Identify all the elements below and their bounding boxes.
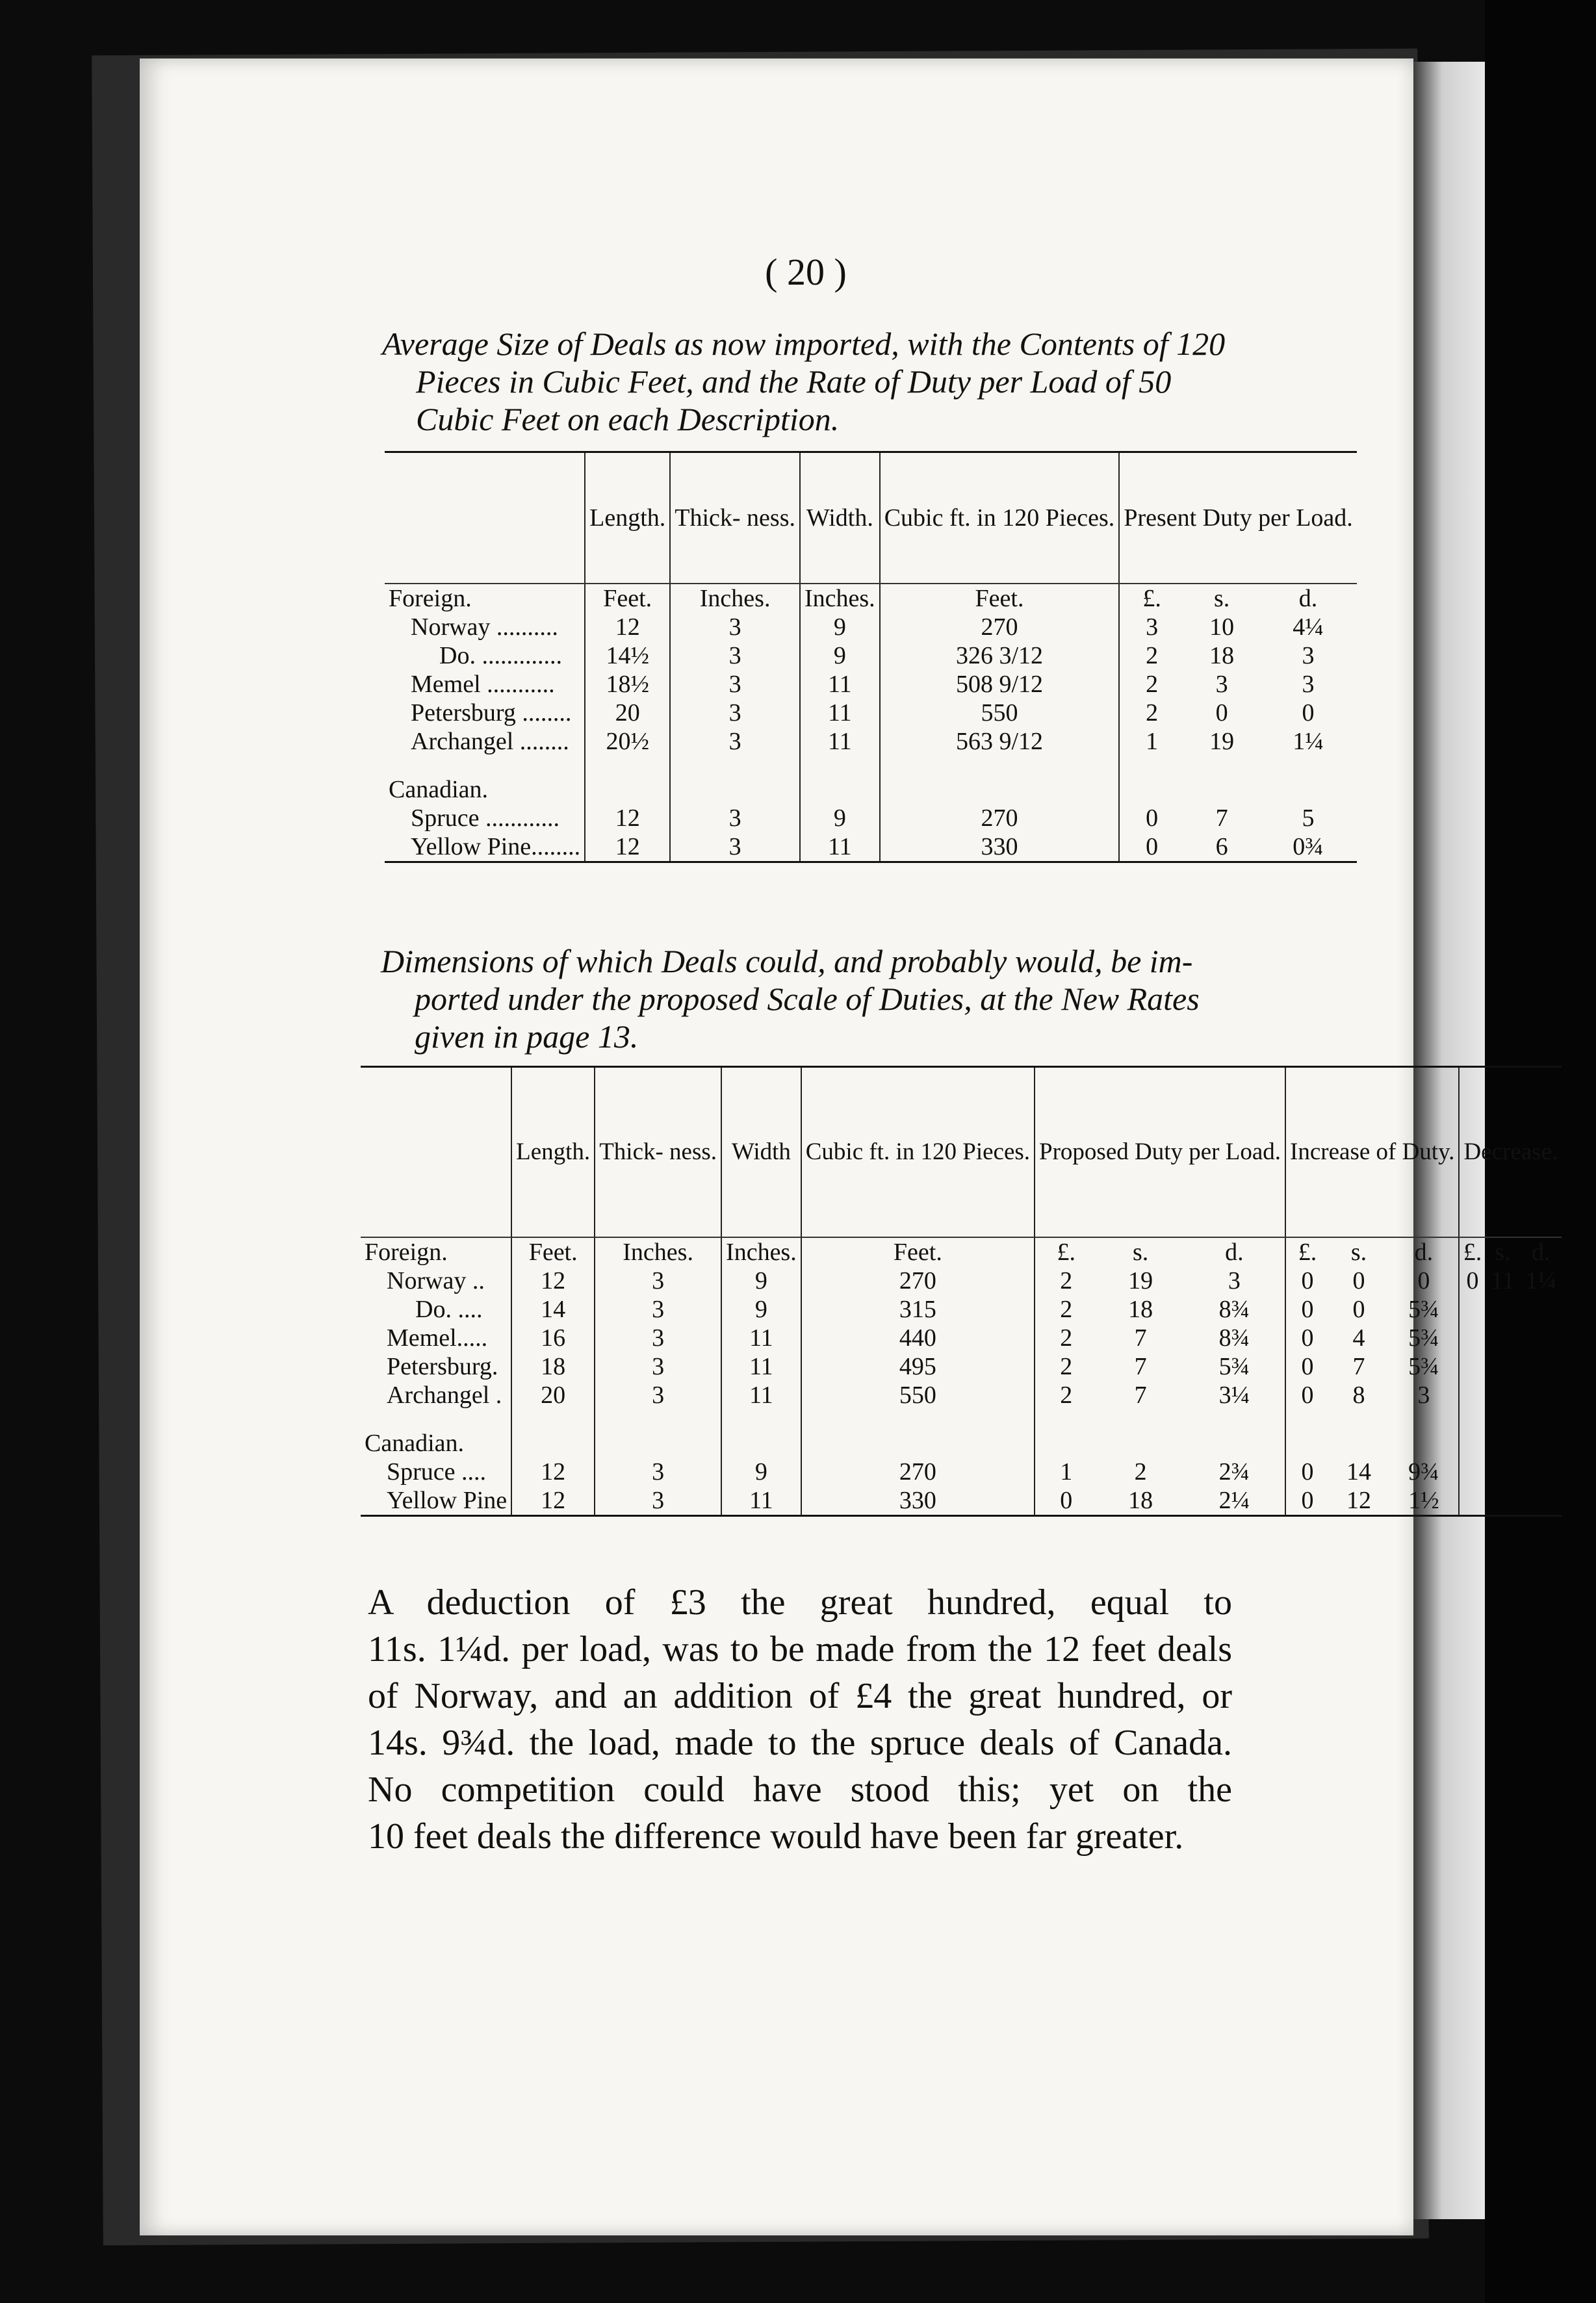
increase-shillings: 4 bbox=[1352, 1324, 1365, 1352]
table-row bbox=[385, 832, 1357, 862]
width-value: 9 bbox=[800, 804, 880, 832]
width-value: 11 bbox=[721, 1324, 801, 1352]
caption-line: Average Size of Deals as now imported, with the Contents of 120 bbox=[382, 326, 1226, 362]
spacer-cell bbox=[1259, 756, 1357, 775]
width-value: 11 bbox=[800, 670, 880, 699]
spacer-cell bbox=[880, 756, 1120, 775]
thickness-value: 3 bbox=[595, 1486, 721, 1516]
average-size-table bbox=[385, 451, 1357, 863]
cubic-value: 563 9/12 bbox=[880, 727, 1120, 756]
group-filler bbox=[1459, 1429, 1485, 1458]
unit-label: Feet. bbox=[511, 1237, 595, 1267]
spacer-cell bbox=[1184, 756, 1259, 775]
paragraph-line: 11s. 1¼d. per load, was to be made from the 12 feet deals bbox=[368, 1629, 1232, 1669]
decrease-pence bbox=[1520, 1324, 1562, 1352]
spacer-cell bbox=[1285, 1409, 1329, 1429]
increase-pounds: 0 bbox=[1285, 1352, 1329, 1381]
spacer-cell bbox=[385, 756, 585, 775]
spacer-cell bbox=[670, 756, 800, 775]
paragraph-line: of Norway, and an addition of £4 the great hundred, or bbox=[368, 1676, 1232, 1716]
increase-shillings: 12 bbox=[1346, 1487, 1372, 1514]
unit-label: £. bbox=[1459, 1237, 1485, 1267]
cubic-value: 330 bbox=[880, 832, 1120, 862]
header-thickness: Thick- ness. bbox=[595, 1067, 721, 1238]
group-heading: Foreign. bbox=[389, 585, 472, 612]
increase-shillings: 14 bbox=[1346, 1458, 1372, 1486]
proposed-pounds: 2 bbox=[1035, 1295, 1098, 1324]
spacer-cell bbox=[585, 756, 670, 775]
cubic-value: 330 bbox=[801, 1486, 1035, 1516]
table-row bbox=[361, 1486, 1562, 1516]
header-decrease: Decrease. bbox=[1459, 1067, 1562, 1238]
row-label: Spruce .... bbox=[387, 1458, 487, 1486]
decrease-pounds bbox=[1459, 1324, 1485, 1352]
duty-pounds: 1 bbox=[1119, 727, 1184, 756]
length-value: 20½ bbox=[585, 727, 670, 756]
cubic-value: 270 bbox=[880, 804, 1120, 832]
width-value: 11 bbox=[800, 832, 880, 862]
table-row bbox=[361, 1352, 1562, 1381]
thickness-value: 3 bbox=[670, 699, 800, 727]
length-value: 18½ bbox=[585, 670, 670, 699]
caption-line: given in page 13. bbox=[415, 1018, 639, 1055]
duty-shillings: 7 bbox=[1215, 804, 1228, 832]
duty-shillings: 19 bbox=[1209, 728, 1235, 755]
unit-label: d. bbox=[1225, 1239, 1244, 1266]
cubic-value: 508 9/12 bbox=[880, 670, 1120, 699]
spacer-cell bbox=[1486, 1409, 1521, 1429]
table-row bbox=[385, 804, 1357, 832]
units-row bbox=[361, 1237, 1562, 1267]
duty-pounds: 2 bbox=[1119, 670, 1184, 699]
row-label: Yellow Pine bbox=[387, 1487, 508, 1514]
group-filler bbox=[800, 775, 880, 804]
increase-pounds: 0 bbox=[1285, 1381, 1329, 1409]
caption-line: Pieces in Cubic Feet, and the Rate of Duty per Load of 50 bbox=[416, 363, 1172, 400]
header-width: Width. bbox=[800, 452, 880, 584]
duty-pence: 3 bbox=[1302, 642, 1315, 669]
length-value: 20 bbox=[585, 699, 670, 727]
decrease-pence bbox=[1520, 1486, 1562, 1516]
header-present-duty: Present Duty per Load. bbox=[1119, 452, 1356, 584]
caption-line: Cubic Feet on each Description. bbox=[416, 401, 840, 437]
unit-label: s. bbox=[1213, 585, 1230, 612]
header-proposed-duty: Proposed Duty per Load. bbox=[1035, 1067, 1285, 1238]
paragraph-line: No competition could have stood this; yet on the bbox=[368, 1769, 1232, 1810]
unit-label: s. bbox=[1133, 1239, 1149, 1266]
decrease-pounds bbox=[1459, 1381, 1485, 1409]
spacer-cell bbox=[1098, 1409, 1184, 1429]
length-value: 12 bbox=[585, 832, 670, 862]
table-row bbox=[385, 699, 1357, 727]
thickness-value: 3 bbox=[595, 1352, 721, 1381]
length-value: 18 bbox=[511, 1352, 595, 1381]
thickness-value: 3 bbox=[670, 832, 800, 862]
thickness-value: 3 bbox=[595, 1267, 721, 1295]
decrease-pounds bbox=[1459, 1486, 1485, 1516]
decrease-shillings: 11 bbox=[1491, 1267, 1515, 1294]
width-value: 11 bbox=[800, 727, 880, 756]
duty-shillings: 0 bbox=[1215, 699, 1228, 727]
length-value: 14½ bbox=[585, 641, 670, 670]
cubic-value: 270 bbox=[801, 1267, 1035, 1295]
cubic-value: 315 bbox=[801, 1295, 1035, 1324]
table2-caption bbox=[381, 942, 1252, 1055]
length-value: 12 bbox=[585, 613, 670, 641]
table-row bbox=[361, 1267, 1562, 1295]
length-value: 12 bbox=[585, 804, 670, 832]
proposed-pence: 2¼ bbox=[1218, 1487, 1250, 1514]
table1-caption bbox=[382, 325, 1253, 438]
group-row bbox=[361, 1429, 1562, 1458]
length-value: 16 bbox=[511, 1324, 595, 1352]
group-heading: Canadian. bbox=[365, 1430, 465, 1457]
row-label: Archangel . bbox=[387, 1382, 502, 1409]
group-filler bbox=[1184, 1429, 1285, 1458]
decrease-shillings bbox=[1486, 1295, 1521, 1324]
table-row bbox=[385, 727, 1357, 756]
spacer-cell bbox=[721, 1409, 801, 1429]
proposed-shillings: 7 bbox=[1134, 1353, 1147, 1380]
duty-pounds: 0 bbox=[1119, 832, 1184, 862]
spacer-row bbox=[361, 1409, 1562, 1429]
row-label: Spruce ............ bbox=[411, 804, 560, 832]
decrease-pounds bbox=[1459, 1458, 1485, 1486]
unit-label: Feet. bbox=[801, 1237, 1035, 1267]
duty-pence: 5 bbox=[1302, 804, 1315, 832]
decrease-shillings bbox=[1486, 1352, 1521, 1381]
width-value: 9 bbox=[721, 1267, 801, 1295]
cubic-value: 550 bbox=[880, 699, 1120, 727]
duty-pounds: 2 bbox=[1119, 699, 1184, 727]
unit-label: £. bbox=[1285, 1237, 1329, 1267]
proposed-pounds: 2 bbox=[1035, 1352, 1098, 1381]
row-label: Archangel ........ bbox=[411, 728, 569, 755]
unit-label: Inches. bbox=[670, 584, 800, 613]
unit-label: d. bbox=[1414, 1239, 1434, 1266]
spacer-cell bbox=[1119, 756, 1184, 775]
group-filler bbox=[1035, 1429, 1098, 1458]
increase-pence: 5¾ bbox=[1408, 1324, 1439, 1352]
thickness-value: 3 bbox=[595, 1324, 721, 1352]
paragraph-line: 14s. 9¾d. the load, made to the spruce deals of Canada. bbox=[368, 1723, 1232, 1763]
spacer-cell bbox=[361, 1409, 511, 1429]
header-cubic-feet: Cubic ft. in 120 Pieces. bbox=[880, 452, 1120, 584]
row-label: Do. ............. bbox=[439, 642, 562, 669]
spacer-cell bbox=[1520, 1409, 1562, 1429]
group-filler bbox=[511, 1429, 595, 1458]
proposed-pounds: 2 bbox=[1035, 1324, 1098, 1352]
group-filler bbox=[1098, 1429, 1184, 1458]
header-thickness: Thick- ness. bbox=[670, 452, 800, 584]
group-filler bbox=[801, 1429, 1035, 1458]
proposed-pence: 2¾ bbox=[1218, 1458, 1250, 1486]
increase-pence: 9¾ bbox=[1408, 1458, 1439, 1486]
length-value: 12 bbox=[511, 1486, 595, 1516]
unit-label: Feet. bbox=[585, 584, 670, 613]
width-value: 11 bbox=[721, 1486, 801, 1516]
unit-label: £. bbox=[1119, 584, 1184, 613]
proposed-shillings: 7 bbox=[1134, 1324, 1147, 1352]
proposed-shillings: 18 bbox=[1128, 1296, 1153, 1323]
unit-label: Inches. bbox=[721, 1237, 801, 1267]
spacer-row bbox=[385, 756, 1357, 775]
thickness-value: 3 bbox=[670, 613, 800, 641]
unit-label: £. bbox=[1035, 1237, 1098, 1267]
unit-label: s. bbox=[1495, 1239, 1511, 1266]
header-length: Length. bbox=[511, 1067, 595, 1238]
decrease-shillings bbox=[1486, 1324, 1521, 1352]
row-label: Memel..... bbox=[387, 1324, 488, 1352]
proposed-shillings: 2 bbox=[1134, 1458, 1147, 1486]
group-filler bbox=[670, 775, 800, 804]
group-row bbox=[385, 775, 1357, 804]
width-value: 11 bbox=[721, 1381, 801, 1409]
thickness-value: 3 bbox=[595, 1458, 721, 1486]
table-row bbox=[361, 1458, 1562, 1486]
proposed-dimensions-table bbox=[361, 1066, 1562, 1517]
table-row bbox=[385, 670, 1357, 699]
duty-pence: 3 bbox=[1302, 671, 1315, 698]
width-value: 9 bbox=[721, 1295, 801, 1324]
decrease-pounds bbox=[1459, 1352, 1485, 1381]
header-cubic-feet: Cubic ft. in 120 Pieces. bbox=[801, 1067, 1035, 1238]
group-filler bbox=[880, 775, 1120, 804]
row-label: Yellow Pine........ bbox=[411, 833, 581, 860]
proposed-shillings: 18 bbox=[1128, 1487, 1153, 1514]
proposed-pounds: 2 bbox=[1035, 1267, 1098, 1295]
header-increase: Increase of Duty. bbox=[1285, 1067, 1459, 1238]
spacer-cell bbox=[1459, 1409, 1485, 1429]
proposed-pounds: 1 bbox=[1035, 1458, 1098, 1486]
increase-pounds: 0 bbox=[1285, 1267, 1329, 1295]
spacer-cell bbox=[1389, 1409, 1459, 1429]
thickness-value: 3 bbox=[595, 1381, 721, 1409]
paragraph-line: 10 feet deals the difference would have been far greater. bbox=[368, 1816, 1184, 1857]
header-blank bbox=[385, 452, 585, 584]
proposed-pence: 8¾ bbox=[1218, 1296, 1250, 1323]
spacer-cell bbox=[511, 1409, 595, 1429]
duty-pence: 4¼ bbox=[1293, 613, 1324, 641]
length-value: 12 bbox=[511, 1267, 595, 1295]
unit-label: Feet. bbox=[880, 584, 1120, 613]
unit-label: s. bbox=[1350, 1239, 1367, 1266]
increase-pounds: 0 bbox=[1285, 1324, 1329, 1352]
group-heading: Foreign. bbox=[365, 1239, 448, 1266]
proposed-pounds: 0 bbox=[1035, 1486, 1098, 1516]
increase-pounds: 0 bbox=[1285, 1458, 1329, 1486]
group-heading: Canadian. bbox=[389, 776, 489, 803]
increase-shillings: 8 bbox=[1352, 1382, 1365, 1409]
proposed-shillings: 7 bbox=[1134, 1382, 1147, 1409]
cubic-value: 440 bbox=[801, 1324, 1035, 1352]
increase-pence: 0 bbox=[1417, 1267, 1430, 1294]
group-filler bbox=[1389, 1429, 1459, 1458]
decrease-shillings bbox=[1486, 1458, 1521, 1486]
decrease-pence bbox=[1520, 1352, 1562, 1381]
table-row bbox=[385, 641, 1357, 670]
caption-line: ported under the proposed Scale of Duties, at the New Rates bbox=[415, 981, 1200, 1017]
group-filler bbox=[1119, 775, 1184, 804]
row-label: Do. .... bbox=[415, 1296, 483, 1323]
duty-pence: 1¼ bbox=[1293, 728, 1324, 755]
decrease-pence: 1¼ bbox=[1525, 1267, 1557, 1294]
unit-label: Inches. bbox=[595, 1237, 721, 1267]
decrease-pounds bbox=[1459, 1295, 1485, 1324]
unit-label: Inches. bbox=[800, 584, 880, 613]
increase-shillings: 0 bbox=[1352, 1296, 1365, 1323]
group-filler bbox=[1486, 1429, 1521, 1458]
duty-pounds: 0 bbox=[1119, 804, 1184, 832]
thickness-value: 3 bbox=[670, 804, 800, 832]
row-label: Norway .. bbox=[387, 1267, 485, 1294]
duty-pounds: 3 bbox=[1119, 613, 1184, 641]
table-row bbox=[361, 1295, 1562, 1324]
spacer-cell bbox=[801, 1409, 1035, 1429]
width-value: 9 bbox=[800, 613, 880, 641]
spacer-cell bbox=[1035, 1409, 1098, 1429]
width-value: 9 bbox=[721, 1458, 801, 1486]
duty-pence: 0 bbox=[1302, 699, 1315, 727]
duty-shillings: 3 bbox=[1215, 671, 1228, 698]
unit-label: d. bbox=[1532, 1239, 1551, 1266]
units-row bbox=[385, 584, 1357, 613]
unit-label: d. bbox=[1298, 585, 1318, 612]
decrease-shillings bbox=[1486, 1486, 1521, 1516]
group-filler bbox=[1329, 1429, 1389, 1458]
row-label: Memel ........... bbox=[411, 671, 555, 698]
group-filler bbox=[585, 775, 670, 804]
cubic-value: 270 bbox=[801, 1458, 1035, 1486]
length-value: 20 bbox=[511, 1381, 595, 1409]
paragraph-line: A deduction of £3 the great hundred, equal to bbox=[368, 1582, 1232, 1623]
group-filler bbox=[1259, 775, 1357, 804]
caption-line: Dimensions of which Deals could, and probably would, be im- bbox=[381, 943, 1193, 979]
cubic-value: 270 bbox=[880, 613, 1120, 641]
group-filler bbox=[1520, 1429, 1562, 1458]
width-value: 9 bbox=[800, 641, 880, 670]
proposed-pence: 5¾ bbox=[1218, 1353, 1250, 1380]
body-paragraph bbox=[368, 1579, 1232, 1860]
group-filler bbox=[721, 1429, 801, 1458]
increase-pence: 3 bbox=[1417, 1382, 1430, 1409]
table-row bbox=[361, 1324, 1562, 1352]
spacer-cell bbox=[595, 1409, 721, 1429]
row-label: Petersburg ........ bbox=[411, 699, 572, 727]
spacer-cell bbox=[1329, 1409, 1389, 1429]
cubic-value: 326 3/12 bbox=[880, 641, 1120, 670]
header-length: Length. bbox=[585, 452, 670, 584]
proposed-pence: 3¼ bbox=[1218, 1382, 1250, 1409]
thickness-value: 3 bbox=[595, 1295, 721, 1324]
duty-pence: 0¾ bbox=[1293, 833, 1324, 860]
table-row bbox=[385, 613, 1357, 641]
table-row bbox=[361, 1381, 1562, 1409]
page-number: ( 20 ) bbox=[765, 251, 847, 293]
length-value: 12 bbox=[511, 1458, 595, 1486]
cubic-value: 550 bbox=[801, 1381, 1035, 1409]
decrease-shillings bbox=[1486, 1381, 1521, 1409]
duty-pounds: 2 bbox=[1119, 641, 1184, 670]
width-value: 11 bbox=[800, 699, 880, 727]
group-filler bbox=[1184, 775, 1259, 804]
spacer-cell bbox=[1184, 1409, 1285, 1429]
increase-shillings: 7 bbox=[1352, 1353, 1365, 1380]
header-blank bbox=[361, 1067, 511, 1238]
proposed-pence: 3 bbox=[1228, 1267, 1241, 1294]
group-filler bbox=[595, 1429, 721, 1458]
group-filler bbox=[1285, 1429, 1329, 1458]
thickness-value: 3 bbox=[670, 727, 800, 756]
thickness-value: 3 bbox=[670, 641, 800, 670]
thickness-value: 3 bbox=[670, 670, 800, 699]
increase-pounds: 0 bbox=[1285, 1486, 1329, 1516]
cubic-value: 495 bbox=[801, 1352, 1035, 1381]
decrease-pence bbox=[1520, 1295, 1562, 1324]
proposed-pounds: 2 bbox=[1035, 1381, 1098, 1409]
decrease-pence bbox=[1520, 1458, 1562, 1486]
length-value: 14 bbox=[511, 1295, 595, 1324]
proposed-shillings: 19 bbox=[1128, 1267, 1153, 1294]
increase-pounds: 0 bbox=[1285, 1295, 1329, 1324]
increase-pence: 1½ bbox=[1408, 1487, 1439, 1514]
increase-pence: 5¾ bbox=[1408, 1296, 1439, 1323]
decrease-pounds: 0 bbox=[1459, 1267, 1485, 1295]
duty-shillings: 6 bbox=[1215, 833, 1228, 860]
decrease-pence bbox=[1520, 1381, 1562, 1409]
increase-pence: 5¾ bbox=[1408, 1353, 1439, 1380]
increase-shillings: 0 bbox=[1352, 1267, 1365, 1294]
row-label: Norway .......... bbox=[411, 613, 558, 641]
width-value: 11 bbox=[721, 1352, 801, 1381]
duty-shillings: 10 bbox=[1209, 613, 1235, 641]
spacer-cell bbox=[800, 756, 880, 775]
header-width: Width bbox=[721, 1067, 801, 1238]
duty-shillings: 18 bbox=[1209, 642, 1235, 669]
proposed-pence: 8¾ bbox=[1218, 1324, 1250, 1352]
row-label: Petersburg. bbox=[387, 1353, 498, 1380]
